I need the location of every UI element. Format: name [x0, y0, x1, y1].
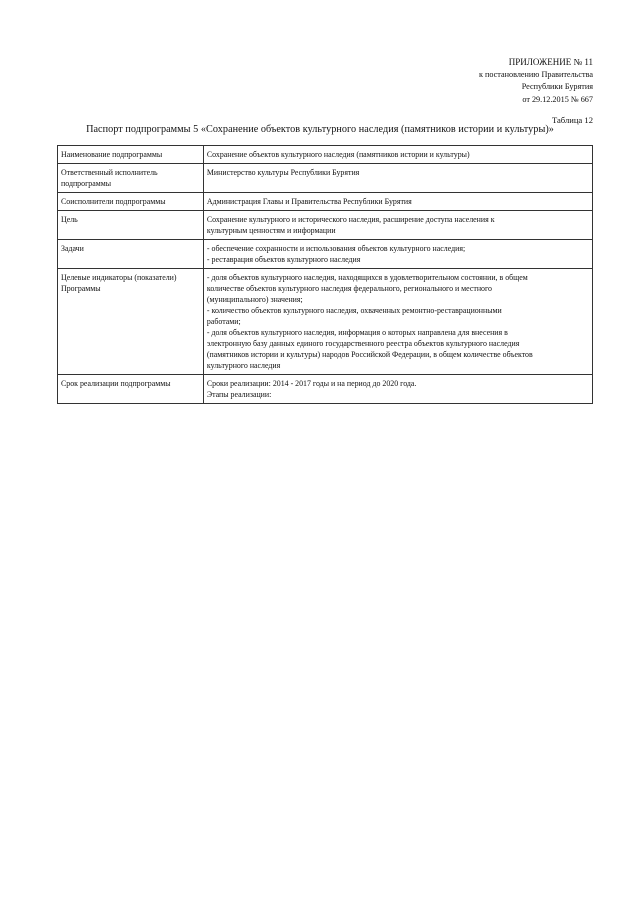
row-label-cell	[58, 269, 204, 375]
row-label-cell	[58, 193, 204, 211]
row-value-text: культурным ценностям и информации	[206, 226, 336, 235]
row-value-text: Администрация Главы и Правительства Республики Бурятия	[206, 197, 412, 206]
row-label-text: Задачи	[61, 244, 84, 253]
row-value-cell	[203, 211, 592, 240]
row-label-cell	[58, 146, 204, 164]
table-number: Таблица 12	[551, 115, 593, 125]
row-label-cell	[58, 211, 204, 240]
row-value-cell	[203, 375, 592, 404]
row-value-text: - доля объектов культурного наследия, информация о которых направлена для внесения в	[206, 328, 508, 337]
row-value-text: количестве объектов культурного наследия федерального, регионального и местного	[206, 284, 492, 293]
row-label-text: Наименование подпрограммы	[61, 150, 163, 159]
row-value-cell	[203, 164, 592, 193]
row-value-text: - реставрация объектов культурного наследия	[206, 255, 361, 264]
row-label-cell	[58, 375, 204, 404]
row-value-text: Этапы реализации:	[206, 390, 272, 399]
row-value-cell	[203, 146, 592, 164]
row-label-text: Целевые индикаторы (показатели)	[61, 273, 177, 282]
row-label-text: Соисполнители подпрограммы	[61, 197, 166, 206]
row-label-text: Цель	[61, 215, 78, 224]
row-value-cell	[203, 240, 592, 269]
appendix-header	[479, 56, 593, 106]
document-title: Паспорт подпрограммы 5 «Сохранение объектов культурного наследия (памятников истории и культуры)»	[86, 124, 554, 135]
row-value-text: (муниципального) значения;	[206, 295, 303, 304]
table-row	[58, 240, 593, 269]
appendix-number: ПРИЛОЖЕНИЕ № 11	[508, 57, 593, 67]
table-row	[58, 146, 593, 164]
row-label-cell	[58, 164, 204, 193]
appendix-line-republic: Республики Бурятия	[521, 82, 593, 92]
table-row	[58, 375, 593, 404]
table-row	[58, 269, 593, 375]
row-value-text: электронную базу данных единого государственного реестра объектов культурного наследия	[206, 339, 520, 348]
row-label-text: Программы	[61, 284, 101, 293]
row-value-cell	[203, 269, 592, 375]
row-value-text: - обеспечение сохранности и использования объектов культурного наследия;	[206, 244, 466, 253]
row-label-cell	[58, 240, 204, 269]
row-value-text: Сроки реализации: 2014 - 2017 годы и на период до 2020 года.	[206, 379, 417, 388]
row-label-text: Срок реализации подпрограммы	[61, 379, 171, 388]
row-value-text: работами;	[206, 317, 241, 326]
appendix-line-date: от 29.12.2015 № 667	[522, 94, 593, 104]
row-value-text: (памятников истории и культуры) народов Российской Федерации, в общем количестве объектов	[206, 350, 533, 359]
row-value-text: Сохранение объектов культурного наследия (памятников истории и культуры)	[206, 150, 470, 159]
appendix-line-decree: к постановлению Правительства	[478, 69, 593, 79]
row-value-text: - доля объектов культурного наследия, находящихся в удовлетворительном состоянии, в общем	[206, 273, 528, 282]
row-value-text: Сохранение культурного и исторического наследия, расширение доступа населения к	[206, 215, 495, 224]
row-value-text: Министерство культуры Республики Бурятия	[206, 168, 360, 177]
table-row	[58, 164, 593, 193]
table-row	[58, 193, 593, 211]
row-value-text: культурного наследия	[206, 361, 281, 370]
passport-table	[57, 145, 593, 404]
row-value-cell	[203, 193, 592, 211]
row-label-text: Ответственный исполнитель	[61, 168, 158, 177]
row-value-text: - количество объектов культурного наследия, охваченных ремонтно-реставрационными	[206, 306, 502, 315]
table-row	[58, 211, 593, 240]
row-label-text: подпрограммы	[61, 179, 112, 188]
